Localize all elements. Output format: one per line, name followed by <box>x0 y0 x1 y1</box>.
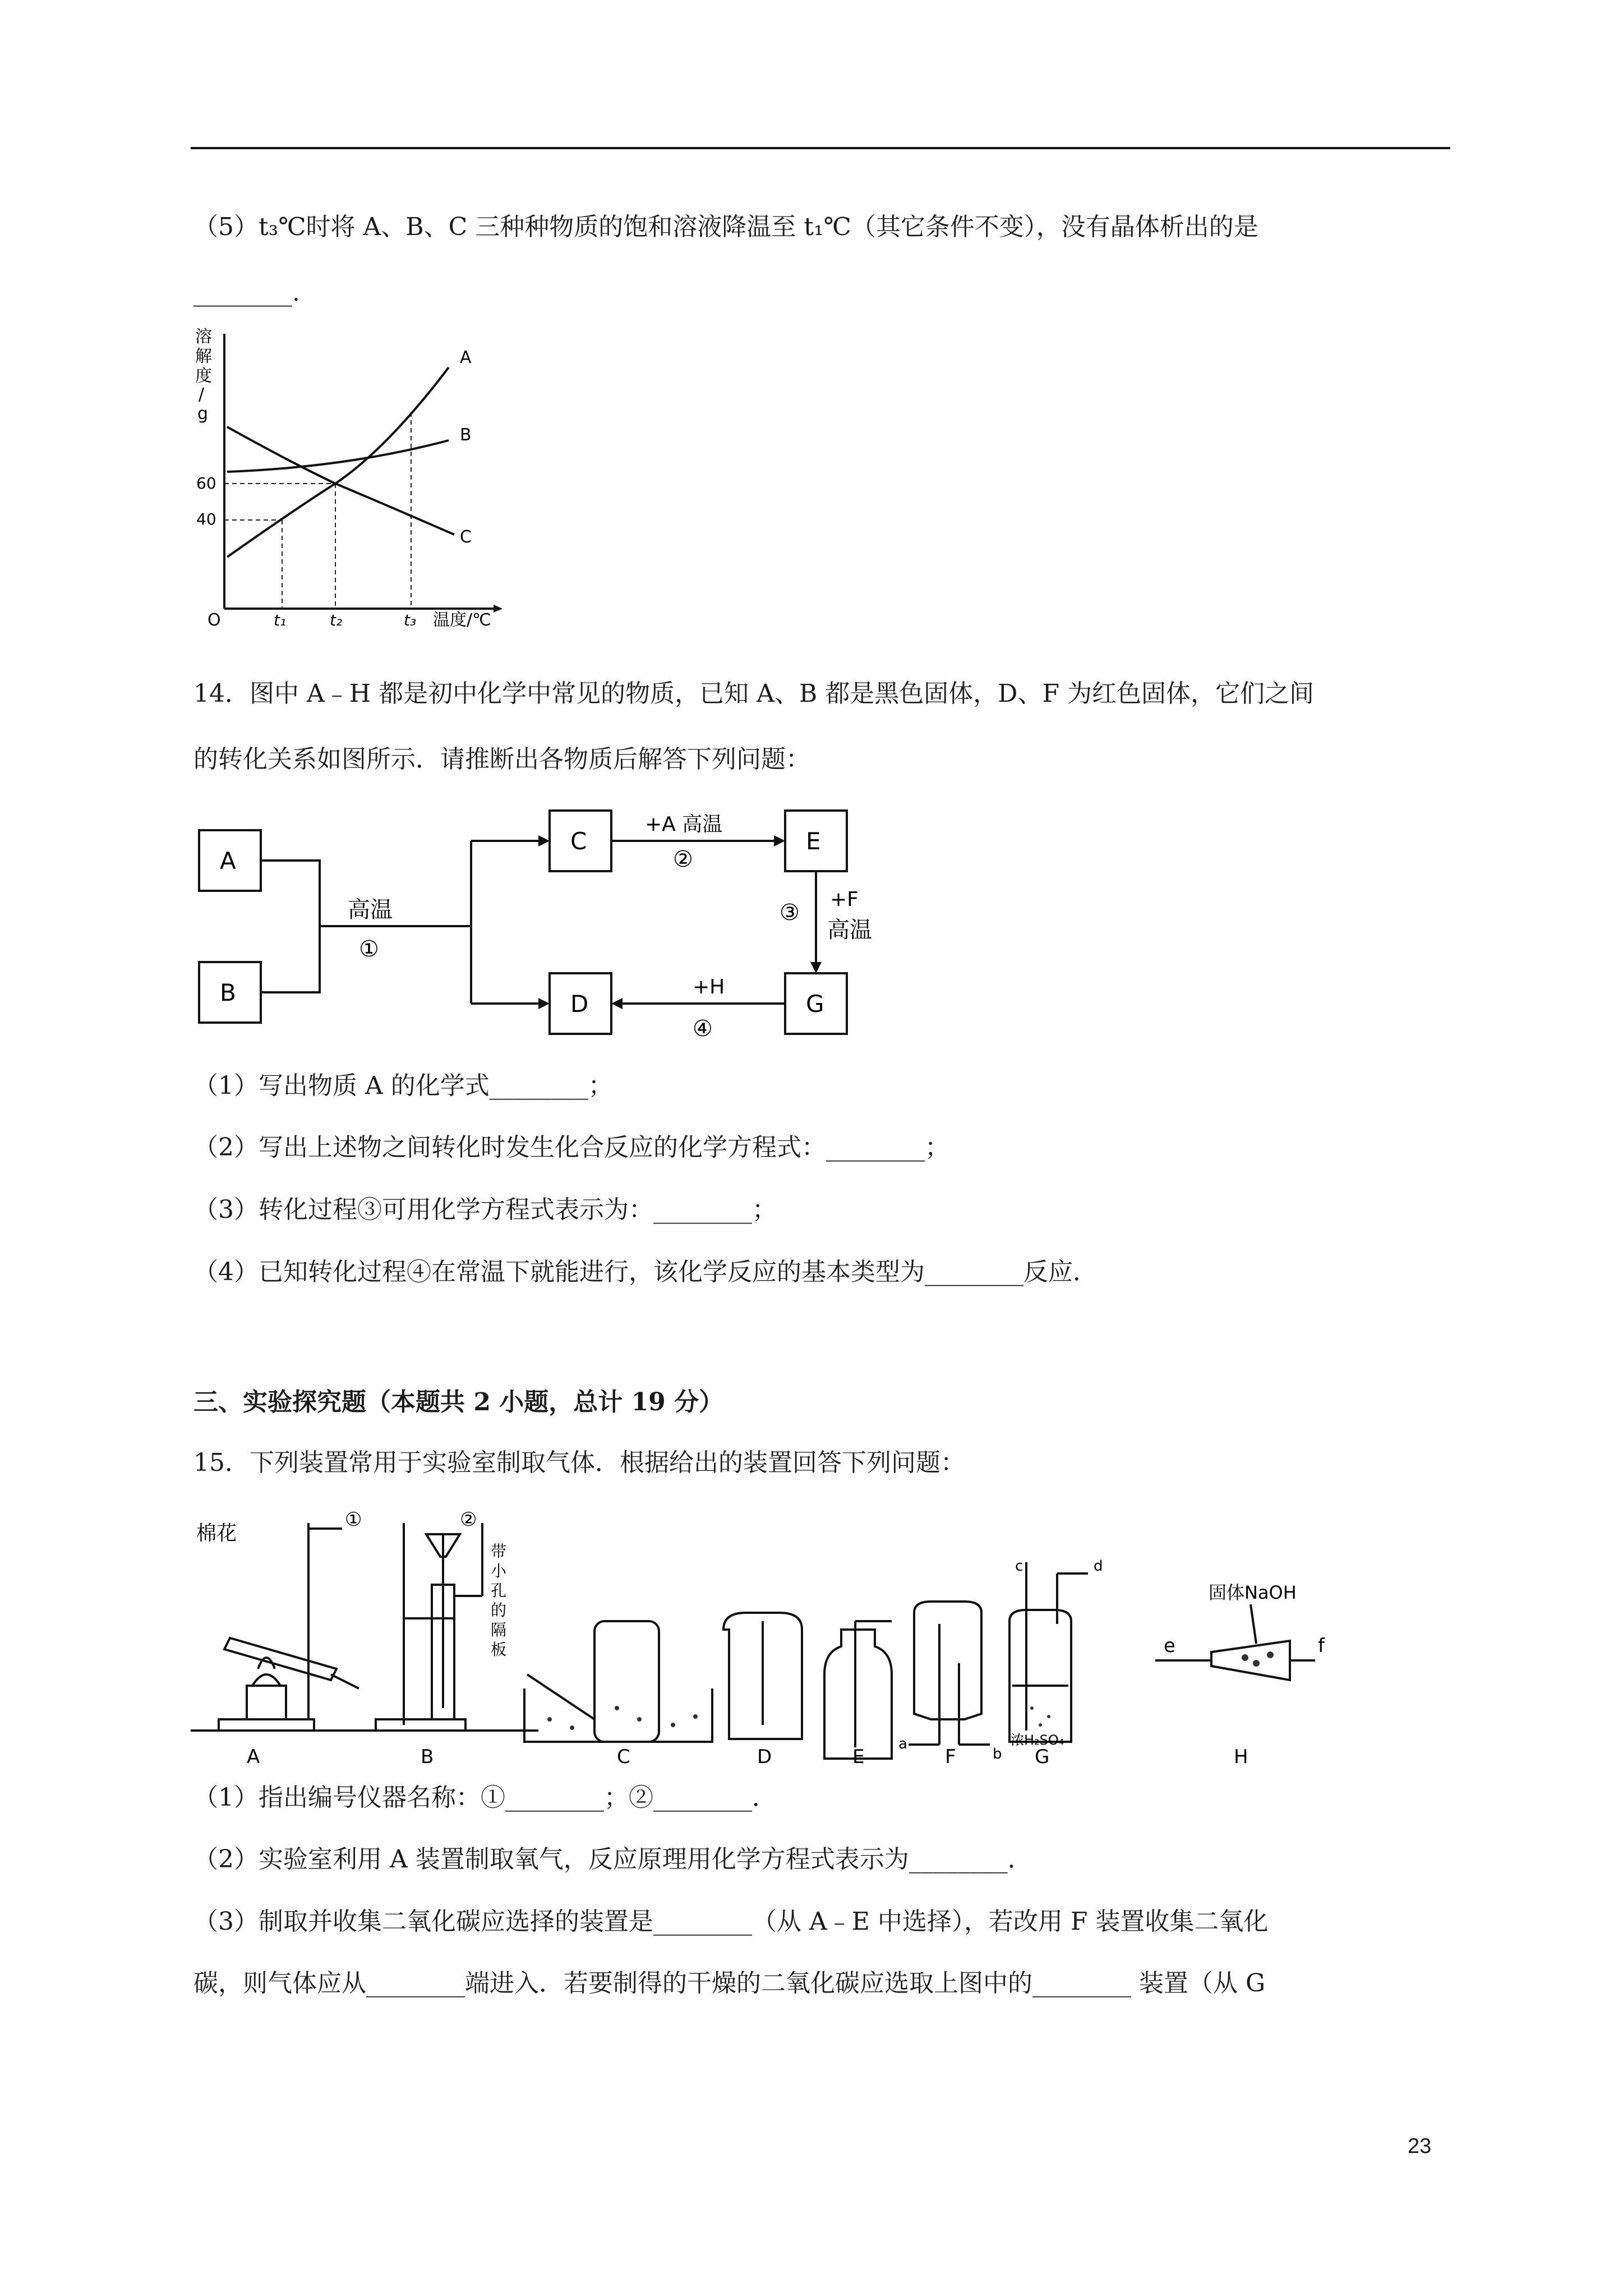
q14-line2: 的转化关系如图所示．请推断出各物质后解答下列问题： <box>193 745 810 774</box>
reaction-3-condition: 高温 <box>827 917 872 943</box>
apparatus-label-d: D <box>757 1746 772 1767</box>
q14-part4: （4）已知转化过程④在常温下就能进行，该化学反应的基本类型为________反应． <box>193 1258 1098 1286</box>
instrument-mark-1: ① <box>345 1508 362 1531</box>
port-e-label: e <box>1164 1635 1175 1657</box>
partition-label-char: 板 <box>491 1640 507 1659</box>
partition-label-char: 孔 <box>491 1581 507 1600</box>
box-c-label: C <box>570 827 587 855</box>
partition-label-char: 的 <box>491 1601 507 1619</box>
box-b-label: B <box>220 979 236 1006</box>
q14-part2: （2）写出上述物之间转化时发生化合反应的化学方程式：________； <box>193 1133 949 1162</box>
q15-part3-line1: （3）制取并收集二氧化碳应选择的装置是________（从 A﹣E 中选择），若改用 F 装置收集二氧化 <box>193 1907 1269 1936</box>
apparatus-label-a: A <box>247 1746 260 1767</box>
q15-part2: （2）实验室利用 A 装置制取氧气，反应原理用化学方程式表示为________． <box>193 1845 1032 1874</box>
section-3-heading: 三、实验探究题（本题共 2 小题，总计 19 分） <box>193 1388 724 1416</box>
y-axis-label-char: g <box>197 404 209 424</box>
box-e-label: E <box>806 827 821 855</box>
cotton-label: 棉花 <box>196 1522 237 1545</box>
port-d-label: d <box>1094 1558 1103 1575</box>
q14-part3: （3）转化过程③可用化学方程式表示为：________； <box>193 1195 777 1224</box>
port-b-label: b <box>993 1746 1002 1763</box>
curve-b-label: B <box>460 425 472 445</box>
reaction-3-reagent: +F <box>830 888 859 911</box>
apparatus-label-e: E <box>852 1746 865 1767</box>
origin-label: O <box>208 610 221 628</box>
y-axis-label-char: 解 <box>195 347 212 366</box>
x-tick-t1: t₁ <box>274 611 287 628</box>
x-tick-t3: t₃ <box>404 611 417 628</box>
apparatus-label-f: F <box>945 1746 956 1767</box>
port-a-label: a <box>898 1736 907 1752</box>
apparatus-figure <box>191 1495 1368 1767</box>
reaction-4-reagent: +H <box>693 976 725 999</box>
box-g-label: G <box>806 990 824 1018</box>
conversion-flow-diagram <box>191 794 886 1052</box>
reaction-2-number: ② <box>673 846 693 872</box>
q13-part5-line2: ________. <box>193 278 300 307</box>
q15-part1: （1）指出编号仪器名称：①________；②________． <box>193 1783 777 1812</box>
curve-c-label: C <box>460 527 472 547</box>
port-f-label: f <box>1318 1635 1325 1657</box>
apparatus-label-h: H <box>1234 1746 1248 1767</box>
header-rule <box>191 147 1450 149</box>
y-axis-label-char: 度 <box>195 366 212 386</box>
q15-part3-line2: 碳，则气体应从________端进入．若要制得的干燥的二氧化碳应选取上图中的________ 装置（从 G <box>193 1969 1266 1998</box>
q13-part5-line1: （5）t₃℃时将 A、B、C 三种种物质的饱和溶液降温至 t₁℃（其它条件不变），没有晶体析出的是 <box>193 213 1258 241</box>
y-axis-label-char: / <box>199 385 205 404</box>
partition-label-char: 小 <box>491 1562 507 1580</box>
partition-label-char: 隔 <box>491 1621 507 1639</box>
apparatus-label-g: G <box>1035 1746 1050 1767</box>
box-d-label: D <box>570 990 589 1018</box>
reaction-3-number: ③ <box>780 900 800 926</box>
instrument-mark-2: ② <box>460 1508 477 1531</box>
partition-label-char: 带 <box>491 1542 507 1561</box>
y-tick-40: 40 <box>196 510 216 528</box>
q15-intro: 15．下列装置常用于实验室制取气体．根据给出的装置回答下列问题： <box>193 1448 965 1477</box>
apparatus-label-c: C <box>617 1746 630 1767</box>
acid-label: 浓H₂SO₄ <box>1011 1732 1064 1748</box>
q14-part1: （1）写出物质 A 的化学式________； <box>193 1071 613 1100</box>
y-axis-label-char: 溶 <box>195 327 212 347</box>
x-axis-label: 温度/℃ <box>433 610 491 628</box>
box-a-label: A <box>220 847 236 875</box>
naoh-label: 固体NaOH <box>1209 1582 1297 1603</box>
reaction-2-condition: +A 高温 <box>645 813 723 836</box>
port-c-label: c <box>1015 1558 1023 1575</box>
reaction-4-number: ④ <box>693 1016 713 1042</box>
reaction-1-number: ① <box>359 936 379 962</box>
apparatus-label-b: B <box>421 1746 434 1767</box>
q14-line1: 14．图中 A﹣H 都是初中化学中常见的物质，已知 A、B 都是黑色固体，D、F 为红色固体，它们之间 <box>193 679 1314 708</box>
x-tick-t2: t₂ <box>330 611 343 628</box>
solubility-graph <box>191 323 505 628</box>
page-number: 23 <box>1408 2134 1432 2158</box>
reaction-1-condition: 高温 <box>348 897 393 923</box>
y-tick-60: 60 <box>196 474 216 493</box>
curve-a-label: A <box>460 348 472 367</box>
